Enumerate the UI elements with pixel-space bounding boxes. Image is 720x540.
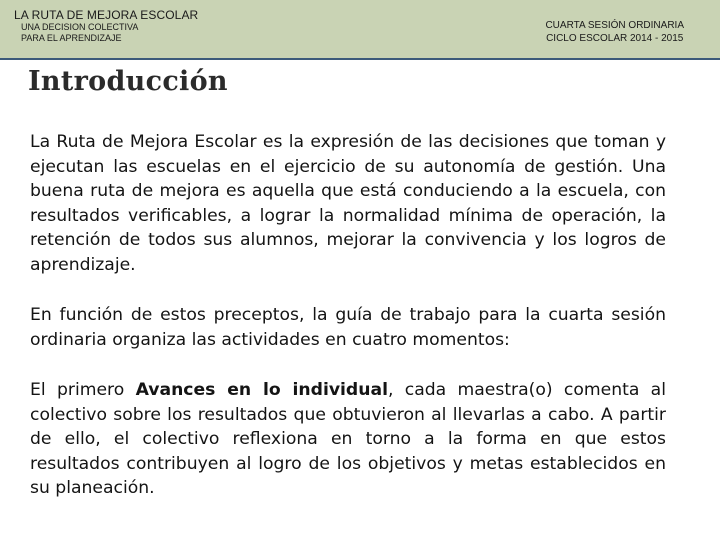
header-subtitle-line2: PARA EL APRENDIZAJE bbox=[21, 33, 122, 43]
header-school-year: CICLO ESCOLAR 2014 - 2015 bbox=[546, 32, 684, 44]
paragraph-2: En función de estos preceptos, la guía de trabajo para la cuarta sesión ordinaria organiza las actividades en cuatro momentos: bbox=[30, 305, 666, 350]
paragraph-3-lead: El primero bbox=[30, 380, 136, 400]
header-subtitle-line1: UNA DECISION COLECTIVA bbox=[21, 22, 139, 32]
header-band bbox=[0, 0, 720, 60]
paragraph-3 bbox=[30, 378, 666, 501]
paragraph-3-rest: , cada maestra(o) comenta al colectivo sobre los resultados que obtuvieron al llevarlas a cabo. A partir de ello, el colectivo reflexiona en torno a la forma en que estos resultados contribuyen al logro de los objetivos y metas establecidos en su planeación. bbox=[30, 380, 666, 498]
body-text bbox=[30, 130, 666, 527]
page-title: Introducción bbox=[28, 66, 228, 97]
header-left-block bbox=[14, 9, 198, 43]
paragraph-3-emphasis: Avances en lo individual bbox=[135, 380, 388, 400]
header-program-title: LA RUTA DE MEJORA ESCOLAR bbox=[14, 8, 199, 22]
header-session-label: CUARTA SESIÓN ORDINARIA bbox=[545, 20, 684, 31]
header-right-block bbox=[545, 20, 684, 45]
paragraph-1: La Ruta de Mejora Escolar es la expresión de las decisiones que toman y ejecutan las escuelas en el ejercicio de su autonomía de gestión. Una buena ruta de mejora es aquella que está conduciendo a la escuela, con resultados verificables, a lograr la normalidad mínima de operación, la retención de todos sus alumnos, mejorar la convivencia y los logros de aprendizaje. bbox=[30, 132, 666, 275]
